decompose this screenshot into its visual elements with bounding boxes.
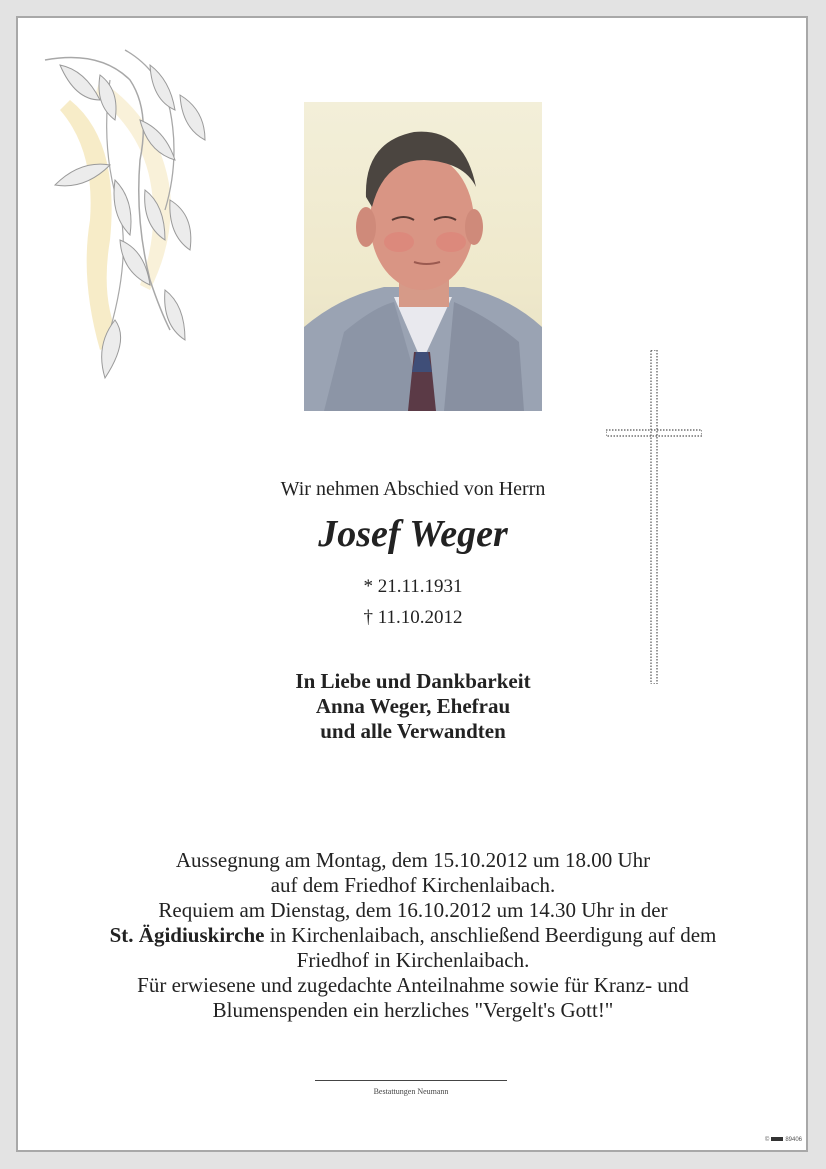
brand-logo-icon: [771, 1137, 783, 1141]
birth-date: * 21.11.1931: [363, 576, 463, 597]
undertaker-name: Bestattungen Neumann: [373, 1087, 449, 1096]
mourners-line: und alle Verwandten: [320, 719, 506, 743]
service-line: auf dem Friedhof Kirchenlaibach.: [270, 873, 556, 897]
portrait-illustration: [304, 102, 542, 411]
leaf-branch-icon: [40, 40, 220, 385]
mourners-line: In Liebe und Dankbarkeit: [295, 669, 531, 693]
service-line: Requiem am Dienstag, dem 16.10.2012 um 14.30 Uhr in der: [158, 898, 668, 922]
signature-divider: [315, 1080, 507, 1081]
service-line: Friedhof in Kirchenlaibach.: [296, 948, 530, 972]
copyright-mark: ©: [764, 1137, 770, 1143]
farewell-intro: Wir nehmen Abschied von Herrn: [280, 478, 546, 500]
life-dates: [213, 571, 613, 633]
service-line: Blumenspenden ein herzliches "Vergelt's Gott!": [212, 998, 614, 1022]
service-line-rest: in Kirchenlaibach, anschließend Beerdigung auf dem: [264, 923, 717, 947]
death-date: † 11.10.2012: [363, 607, 463, 628]
cross-icon: [606, 350, 702, 684]
service-line: Für erwiesene und zugedachte Anteilnahme sowie für Kranz- und: [137, 973, 689, 997]
portrait-photo: [304, 102, 542, 411]
service-line: [60, 923, 766, 948]
deceased-name: Josef Weger: [318, 513, 508, 555]
service-details: [60, 848, 766, 1023]
service-line: Aussegnung am Montag, dem 15.10.2012 um 18.00 Uhr: [175, 848, 651, 872]
mourners-block: [213, 669, 613, 744]
template-number: 89406: [785, 1137, 802, 1143]
church-name: St. Ägidiuskirche: [109, 923, 265, 947]
print-code: [765, 1137, 802, 1143]
mourners-line: Anna Weger, Ehefrau: [315, 694, 511, 718]
